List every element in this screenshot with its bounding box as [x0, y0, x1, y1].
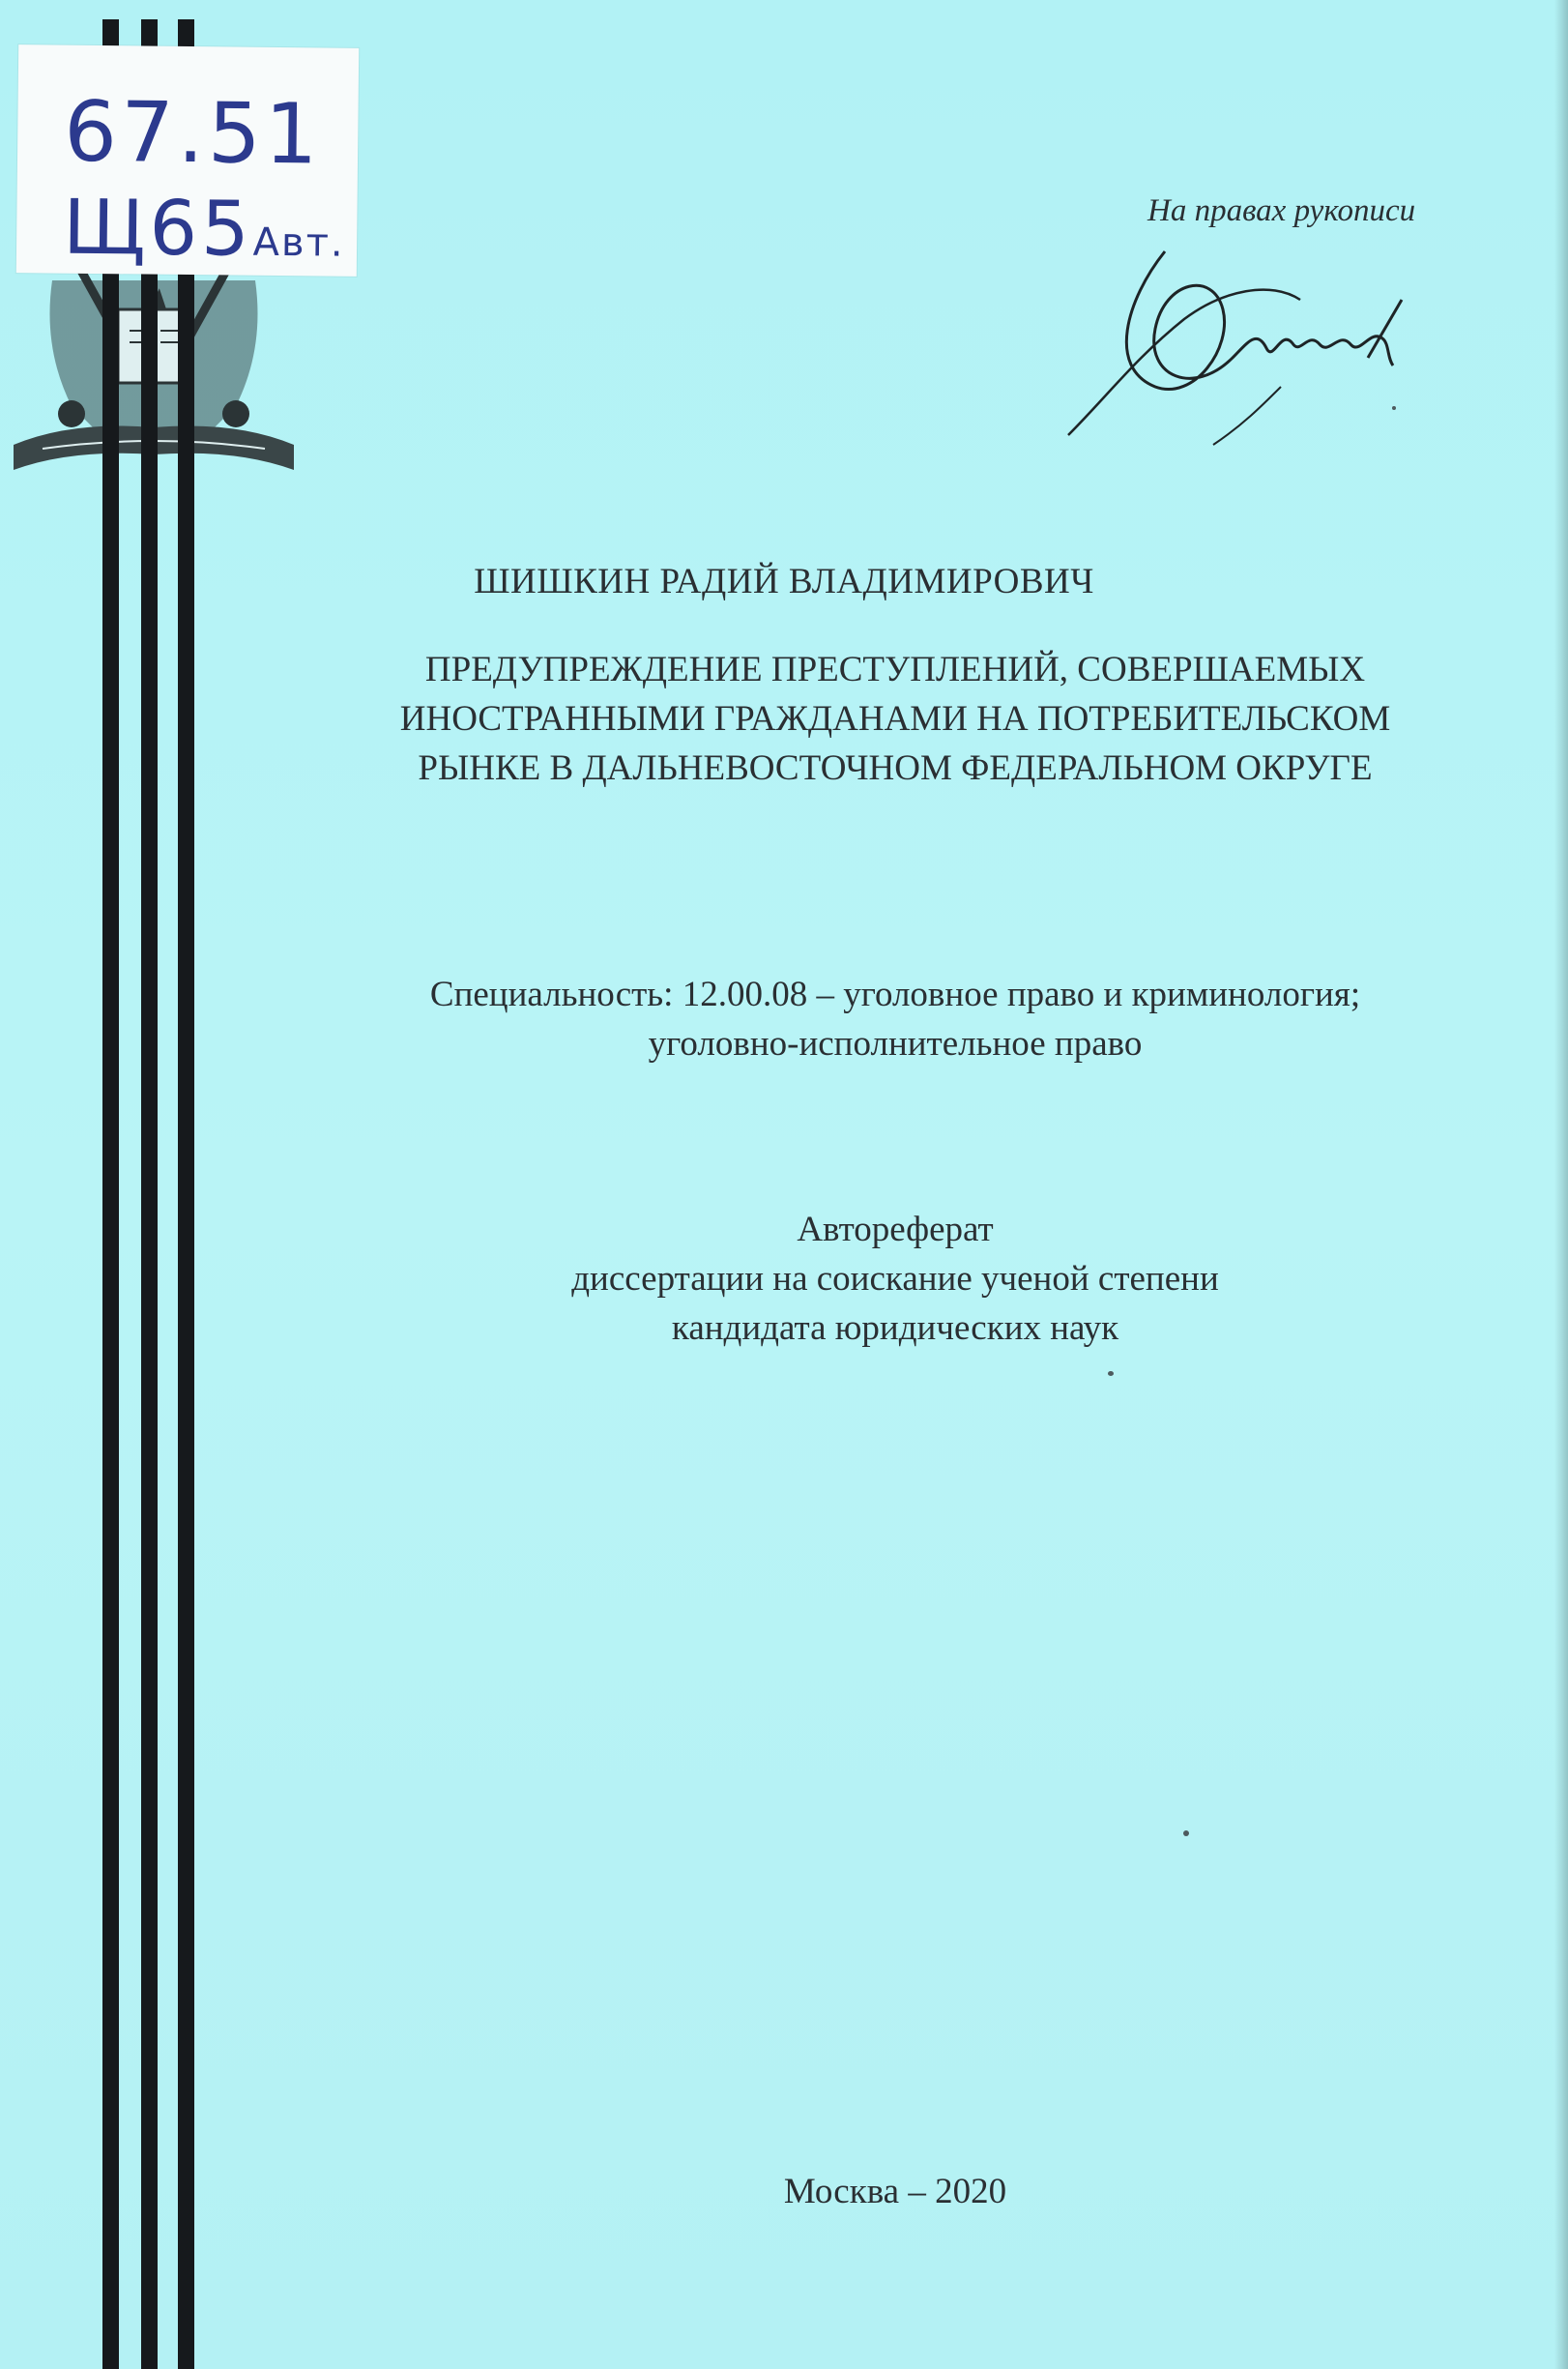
- specialty-block: [222, 970, 1568, 1068]
- page-edge-shadow: [1554, 0, 1568, 2369]
- specialty-line: Специальность: 12.00.08 – уголовное право и криминология;: [429, 975, 1361, 1014]
- scan-speck: [1183, 1830, 1189, 1836]
- scan-speck: [1392, 406, 1396, 410]
- vertical-stripe: [102, 19, 119, 2369]
- call-number-author: [63, 185, 345, 275]
- abstract-block: [222, 1205, 1568, 1353]
- manuscript-rights-note: На правах рукописи: [1147, 193, 1416, 228]
- title-line: РЫНКЕ В ДАЛЬНЕВОСТОЧНОМ ФЕДЕРАЛЬНОМ ОКРУГЕ: [418, 748, 1373, 788]
- author-name: ШИШКИН РАДИЙ ВЛАДИМИРОВИЧ: [474, 562, 1094, 601]
- abstract-line: Автореферат: [797, 1210, 994, 1249]
- call-number-class: 67.51: [63, 83, 323, 184]
- title-line: ИНОСТРАННЫМИ ГРАЖДАНАМИ НА ПОТРЕБИТЕЛЬСКОМ: [399, 699, 1391, 739]
- author-mark: Щ65: [62, 184, 254, 274]
- scan-speck: [1108, 1371, 1114, 1376]
- abstract-line: кандидата юридических наук: [671, 1308, 1119, 1348]
- city-year: Москва – 2020: [783, 2172, 1007, 2211]
- library-sticker: [16, 44, 359, 277]
- dissertation-title: [222, 645, 1568, 793]
- vertical-stripe: [178, 19, 194, 2369]
- signature-icon: [1049, 242, 1426, 454]
- document-type-mark: Авт.: [252, 219, 345, 266]
- vertical-stripe: [141, 19, 158, 2369]
- specialty-line: уголовно-исполнительное право: [648, 1024, 1143, 1064]
- title-line: ПРЕДУПРЕЖДЕНИЕ ПРЕСТУПЛЕНИЙ, СОВЕРШАЕМЫХ: [424, 650, 1366, 689]
- abstract-line: диссертации на соискание ученой степени: [571, 1259, 1219, 1299]
